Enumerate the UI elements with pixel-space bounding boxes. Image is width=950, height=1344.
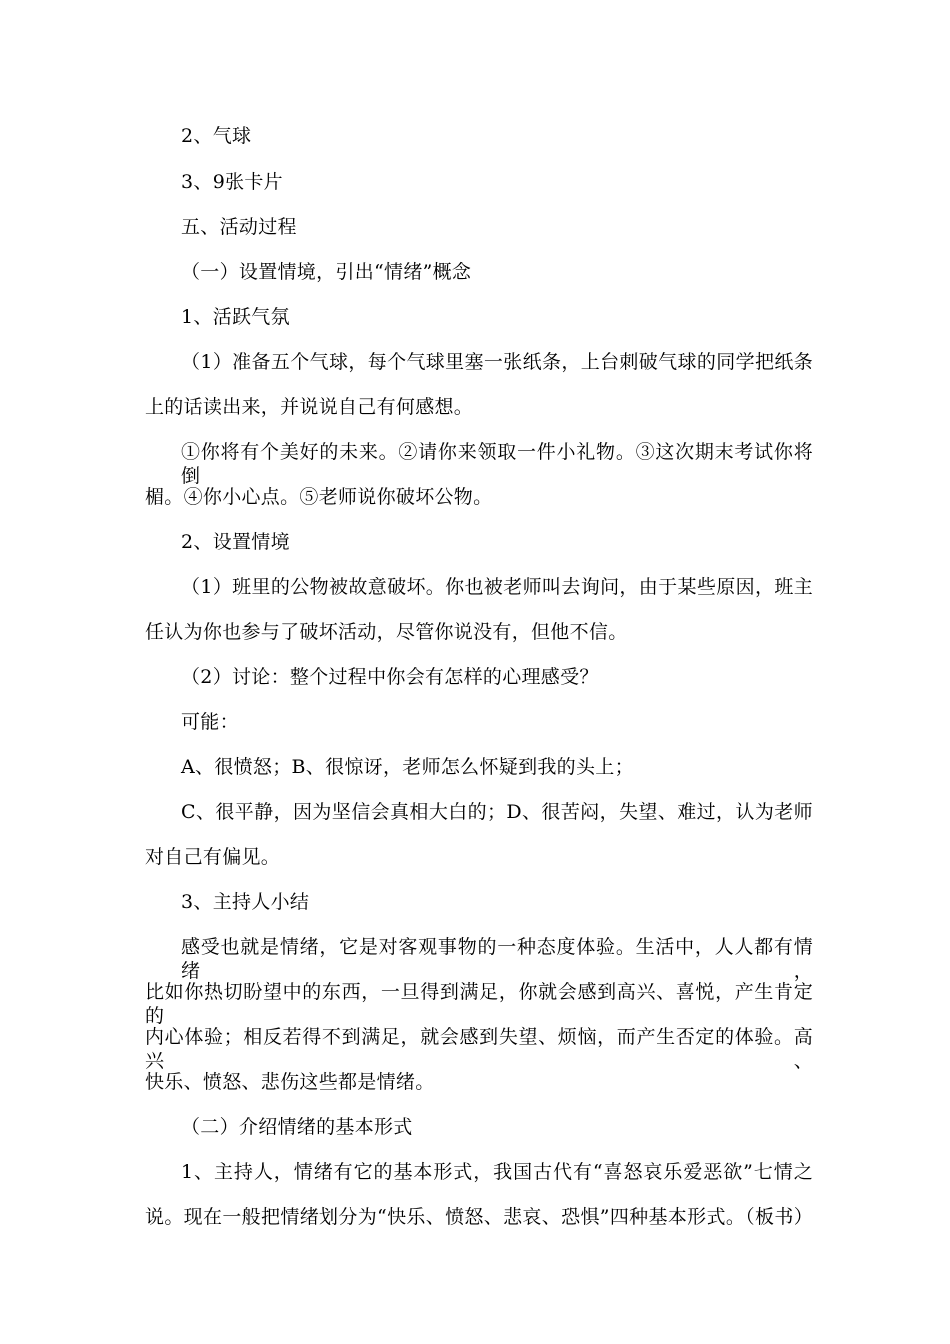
paragraph-line: 比如你热切盼望中的东西，一旦得到满足，你就会感到高兴、喜悦，产生肯定的: [145, 981, 813, 1027]
paragraph-line: 内心体验；相反若得不到满足，就会感到失望、烦恼，而产生否定的体验。高兴、: [145, 1026, 813, 1072]
paragraph-line: 任认为你也参与了破坏活动，尽管你说没有，但他不信。: [145, 621, 628, 643]
paragraph-line: 1、主持人，情绪有它的基本形式，我国古代有“喜怒哀乐爱恶欲”七情之: [181, 1161, 813, 1183]
paragraph-line: （1）准备五个气球，每个气球里塞一张纸条，上台刺破气球的同学把纸条: [181, 351, 813, 373]
step-heading-set-situation: 2、设置情境: [181, 531, 290, 553]
paragraph-line: 说。现在一般把情绪划分为“快乐、愤怒、悲哀、恐惧”四种基本形式。（板书）: [145, 1206, 813, 1228]
step-heading-host-summary: 3、主持人小结: [181, 891, 310, 913]
material-item-balloon: 2、气球: [181, 125, 252, 147]
paragraph-line: 对自己有偏见。: [145, 846, 281, 868]
paragraph-line: （1）班里的公物被故意破坏。你也被老师叫去询问，由于某些原因，班主: [181, 576, 813, 598]
subsection-heading-basic-forms: （二）介绍情绪的基本形式: [181, 1116, 413, 1138]
paragraph-line: 可能：: [181, 711, 239, 733]
subsection-heading-set-situation: （一）设置情境，引出“情绪”概念: [181, 261, 472, 283]
step-heading-warm-up: 1、活跃气氛: [181, 306, 290, 328]
material-item-cards: 3、9张卡片: [181, 171, 283, 193]
paragraph-line: 楣。④你小心点。⑤老师说你破坏公物。: [145, 486, 493, 508]
paragraph-line: ①你将有个美好的未来。②请你来领取一件小礼物。③这次期末考试你将倒: [181, 441, 813, 487]
paragraph-line: 上的话读出来，并说说自己有何感想。: [145, 396, 474, 418]
section-heading-activity-process: 五、活动过程: [181, 216, 297, 238]
paragraph-line: （2）讨论：整个过程中你会有怎样的心理感受？: [181, 666, 599, 688]
paragraph-line: 快乐、愤怒、悲伤这些都是情绪。: [145, 1071, 435, 1093]
paragraph-line: A、很愤怒；B、很惊讶，老师怎么怀疑到我的头上；: [181, 756, 634, 778]
paragraph-line: C、很平静，因为坚信会真相大白的；D、很苦闷，失望、难过，认为老师: [181, 801, 813, 823]
paragraph-line: 感受也就是情绪，它是对客观事物的一种态度体验。生活中，人人都有情绪，: [181, 936, 813, 982]
